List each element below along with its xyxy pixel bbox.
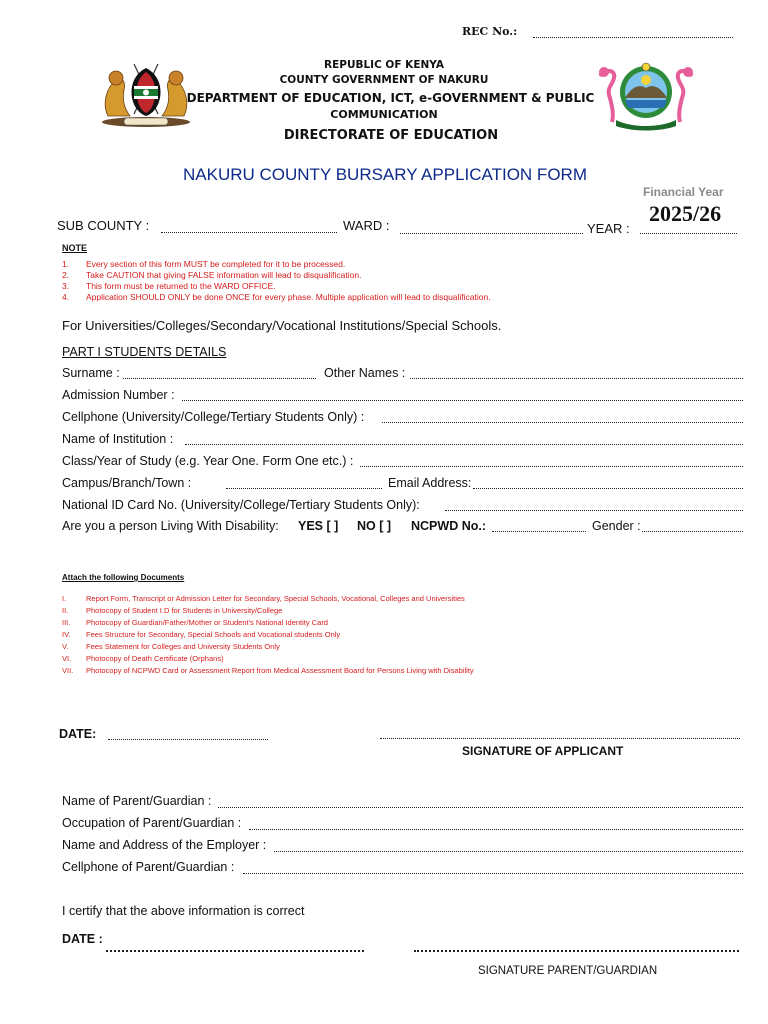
financial-year-label: Financial Year xyxy=(643,185,724,199)
ward-label: WARD : xyxy=(343,218,390,233)
attach-number: I. xyxy=(62,594,67,603)
header-county-government: COUNTY GOVERNMENT OF NAKURU xyxy=(279,74,489,86)
header-communication: COMMUNICATION xyxy=(330,108,438,121)
institution-label: Name of Institution : xyxy=(62,432,174,446)
attach-item: Fees Structure for Secondary, Special Schools and Vocational students Only xyxy=(86,630,341,639)
note-number: 2. xyxy=(62,270,70,280)
applicant-signature-label: SIGNATURE OF APPLICANT xyxy=(462,744,624,758)
attach-item: Report Form, Transcript or Admission Letter for Secondary, Special Schools, Vocational, Colleges and Universities xyxy=(86,594,465,603)
rec-no-field[interactable] xyxy=(533,37,733,38)
note-heading: NOTE xyxy=(62,243,88,253)
sub-county-label: SUB COUNTY : xyxy=(57,218,150,233)
applicant-date-label: DATE: xyxy=(59,727,97,741)
note-number: 1. xyxy=(62,259,70,269)
attach-item: Photocopy of Student I.D for Students in University/College xyxy=(86,606,283,615)
national-id-field[interactable] xyxy=(445,510,743,511)
parent-date-label: DATE : xyxy=(62,932,103,946)
email-label: Email Address: xyxy=(388,476,472,490)
parent-name-label: Name of Parent/Guardian : xyxy=(62,794,212,808)
attach-item: Photocopy of Guardian/Father/Mother or Student's National Identity Card xyxy=(86,618,328,627)
header-republic: REPUBLIC OF KENYA xyxy=(323,59,445,71)
surname-label: Surname : xyxy=(62,366,120,380)
ncpwd-label: NCPWD No.: xyxy=(411,519,486,533)
note-item: This form must be returned to the WARD OFFICE. xyxy=(86,281,276,291)
certify-statement: I certify that the above information is correct xyxy=(62,904,305,918)
financial-year-value: 2025/26 xyxy=(649,201,722,226)
gender-field[interactable] xyxy=(642,531,743,532)
attach-number: IV. xyxy=(62,630,71,639)
parent-name-field[interactable] xyxy=(218,807,743,808)
employer-field[interactable] xyxy=(274,851,743,852)
sub-county-field[interactable] xyxy=(161,232,337,233)
attach-heading: Attach the following Documents xyxy=(62,573,185,582)
rec-no-label: REC No.: xyxy=(462,25,518,38)
disability-no-checkbox[interactable]: NO [ ] xyxy=(357,519,392,533)
employer-label: Name and Address of the Employer : xyxy=(62,838,267,852)
applicant-date-field[interactable] xyxy=(108,739,268,740)
year-field[interactable] xyxy=(640,233,737,234)
note-number: 4. xyxy=(62,292,70,302)
institution-field[interactable] xyxy=(185,444,743,445)
form-title: NAKURU COUNTY BURSARY APPLICATION FORM xyxy=(183,165,587,184)
institutions-line: For Universities/Colleges/Secondary/Vocational Institutions/Special Schools. xyxy=(62,318,502,333)
attach-number: VII. xyxy=(62,666,74,675)
parent-date-field[interactable] xyxy=(106,950,364,952)
header-directorate: DIRECTORATE OF EDUCATION xyxy=(283,128,499,143)
gender-label: Gender : xyxy=(592,519,641,533)
parent-signature-label: SIGNATURE PARENT/GUARDIAN xyxy=(478,965,658,977)
attach-item: Fees Statement for Colleges and University Students Only xyxy=(86,642,280,651)
attach-item: Photocopy of NCPWD Card or Assessment Report from Medical Assessment Board for Persons Living with Disability xyxy=(86,666,474,675)
attach-item: Photocopy of Death Certificate (Orphans) xyxy=(86,654,224,663)
ward-field[interactable] xyxy=(400,233,583,234)
class-year-field[interactable] xyxy=(360,466,743,467)
note-item: Take CAUTION that giving FALSE information will lead to disqualification. xyxy=(86,270,362,280)
part1-heading: PART I STUDENTS DETAILS xyxy=(62,345,227,359)
parent-cellphone-label: Cellphone of Parent/Guardian : xyxy=(62,860,235,874)
applicant-signature-field[interactable] xyxy=(380,738,740,739)
year-label: YEAR : xyxy=(587,221,630,236)
note-number: 3. xyxy=(62,281,70,291)
note-item: Every section of this form MUST be completed for it to be processed. xyxy=(86,259,346,269)
admission-number-field[interactable] xyxy=(182,400,743,401)
class-year-label: Class/Year of Study (e.g. Year One. Form One etc.) : xyxy=(62,454,354,468)
student-cellphone-field[interactable] xyxy=(382,422,743,423)
other-names-field[interactable] xyxy=(410,378,743,379)
attach-number: VI. xyxy=(62,654,72,663)
attach-number: V. xyxy=(62,642,69,651)
admission-number-label: Admission Number : xyxy=(62,388,175,402)
header-department: DEPARTMENT OF EDUCATION, ICT, e-GOVERNMENT & PUBLIC xyxy=(186,91,595,105)
disability-question: Are you a person Living With Disability: xyxy=(62,519,279,533)
email-field[interactable] xyxy=(473,488,743,489)
campus-field[interactable] xyxy=(226,488,382,489)
attach-number: II. xyxy=(62,606,69,615)
other-names-label: Other Names : xyxy=(324,366,406,380)
note-item: Application SHOULD ONLY be done ONCE for every phase. Multiple application will lead to disqualification. xyxy=(86,292,491,302)
surname-field[interactable] xyxy=(123,378,316,379)
attach-number: III. xyxy=(62,618,71,627)
campus-label: Campus/Branch/Town : xyxy=(62,476,192,490)
parent-occupation-field[interactable] xyxy=(249,829,743,830)
parent-signature-field[interactable] xyxy=(414,950,739,952)
disability-yes-checkbox[interactable]: YES [ ] xyxy=(298,519,339,533)
parent-cellphone-field[interactable] xyxy=(243,873,743,874)
student-cellphone-label: Cellphone (University/College/Tertiary Students Only) : xyxy=(62,410,365,424)
ncpwd-field[interactable] xyxy=(492,531,586,532)
national-id-label: National ID Card No. (University/College/Tertiary Students Only): xyxy=(62,498,420,512)
parent-occupation-label: Occupation of Parent/Guardian : xyxy=(62,816,242,830)
